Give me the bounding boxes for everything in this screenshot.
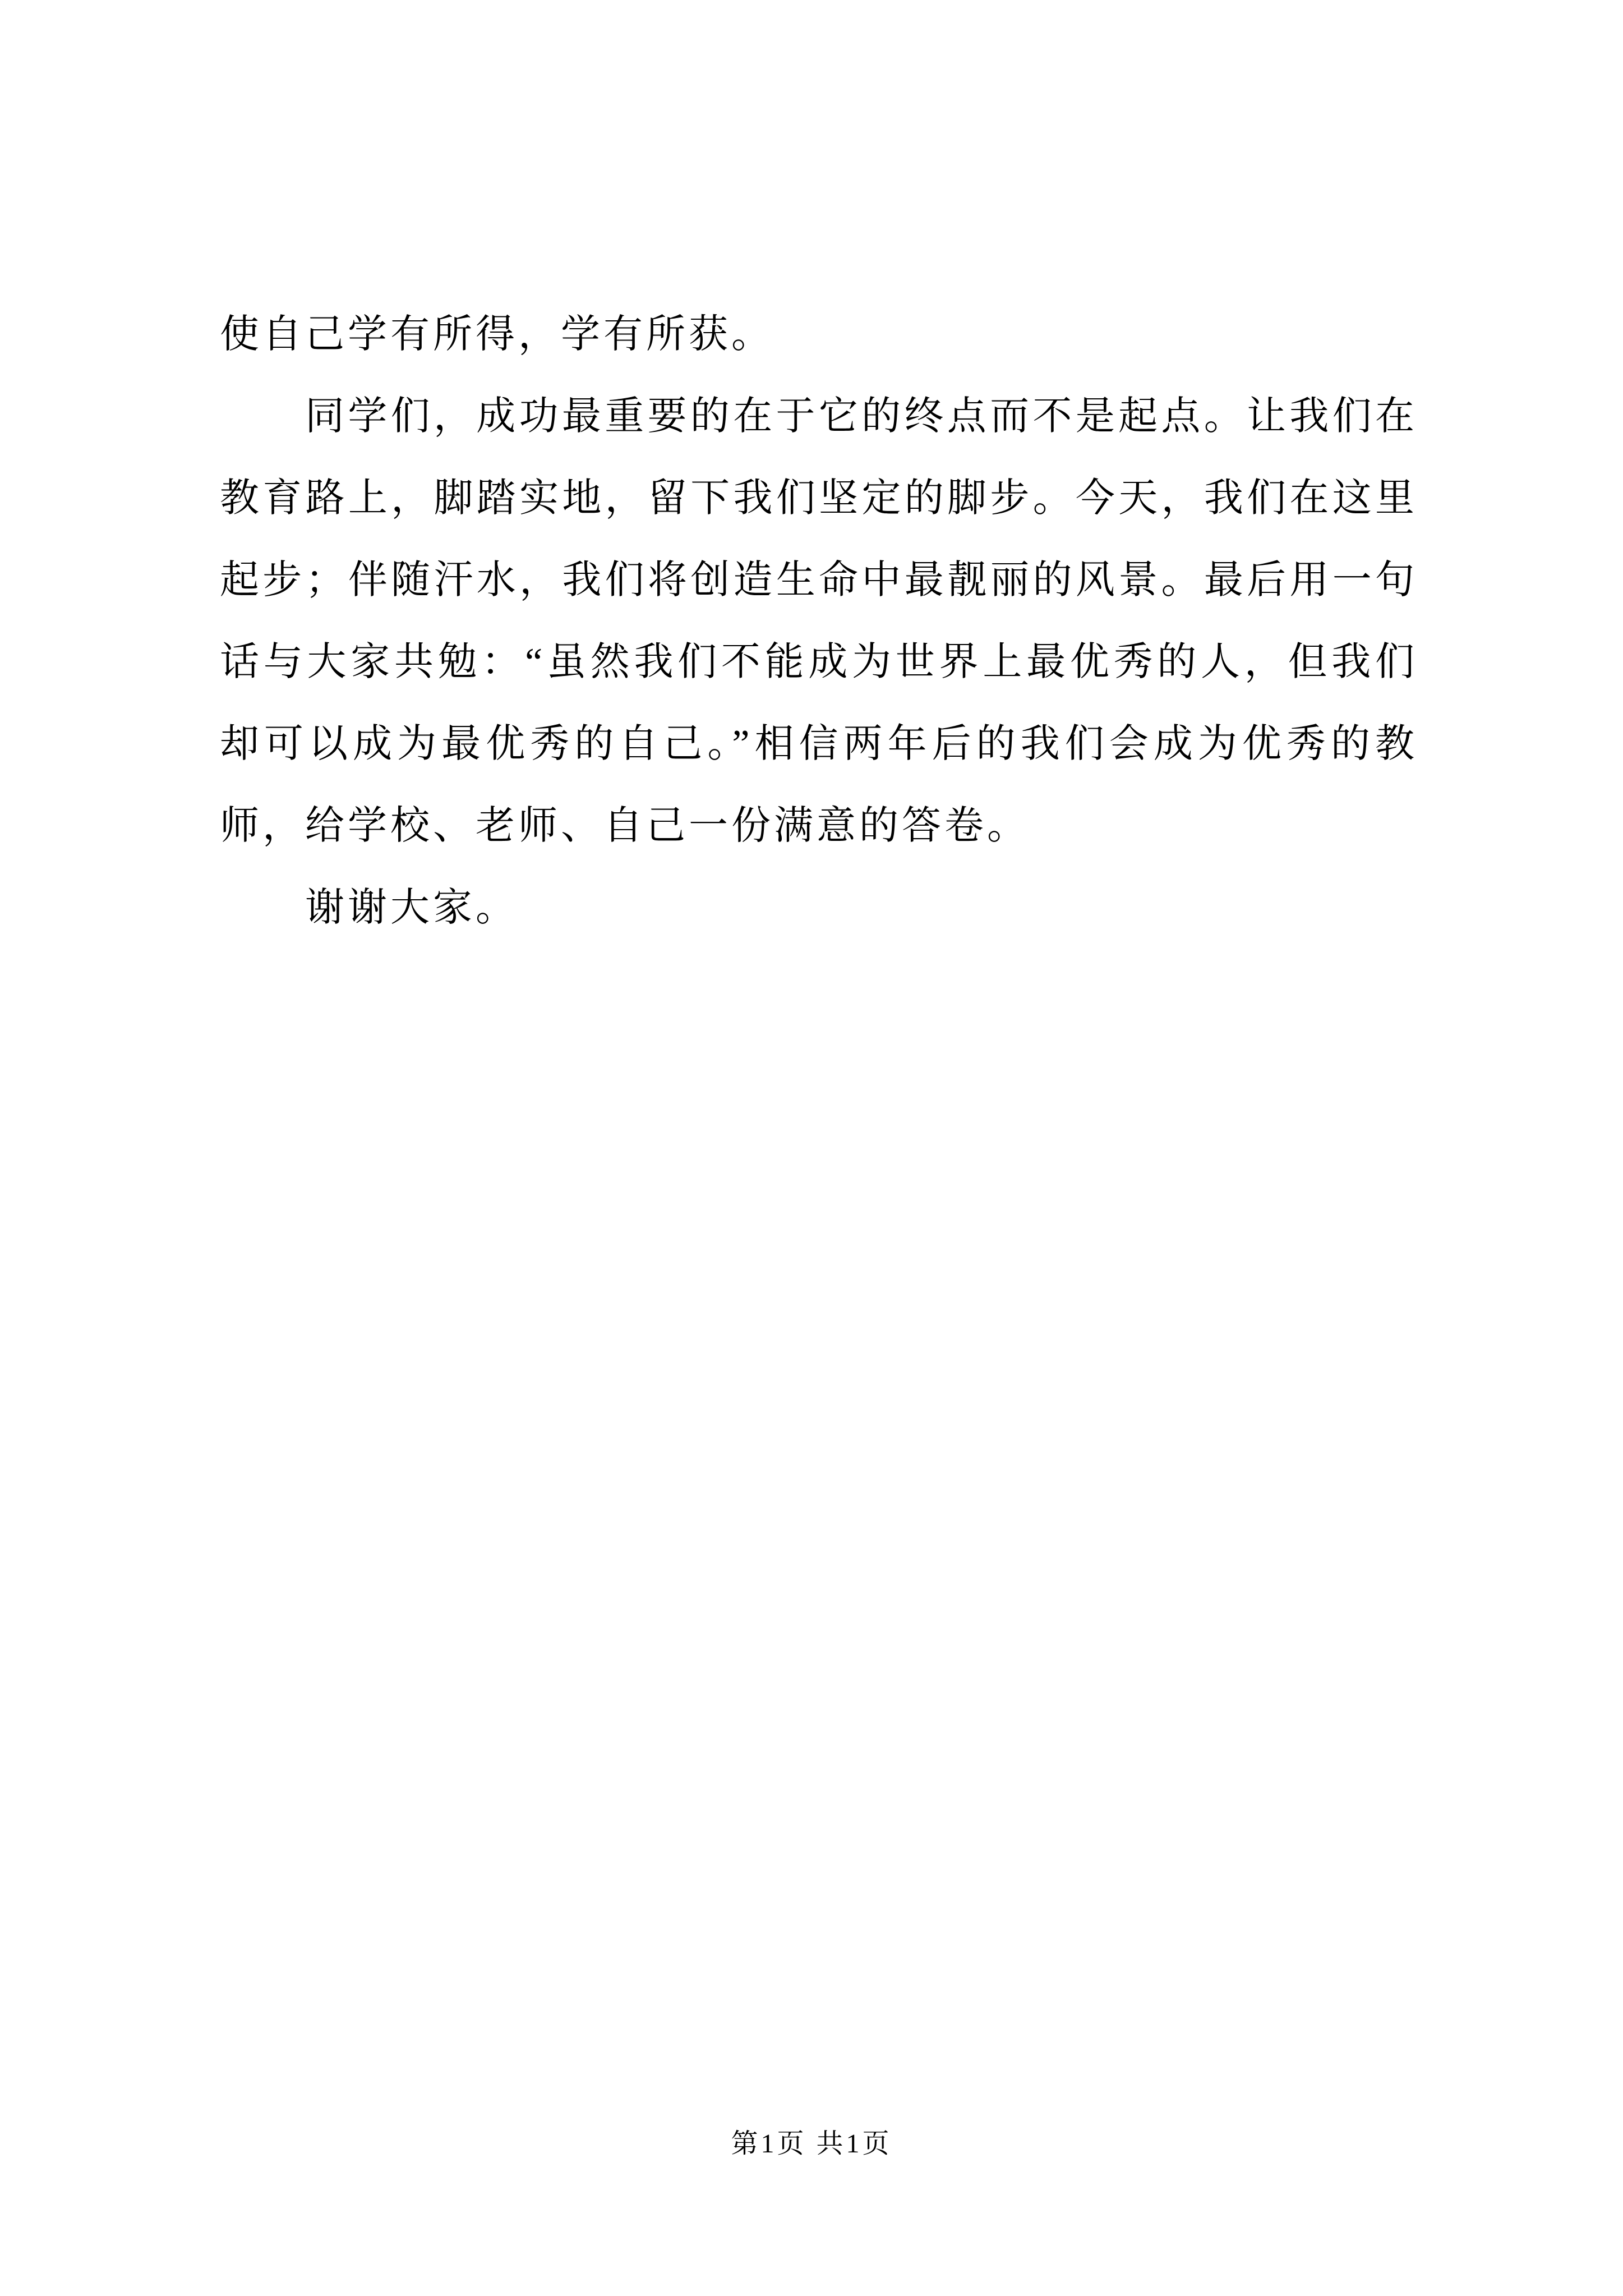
body-text-line: 教育路上，脚踏实地，留下我们坚定的脚步。今天，我们在这里 bbox=[220, 477, 1418, 520]
document-body bbox=[220, 294, 1418, 949]
body-text-line: 却可以成为最优秀的自己。”相信两年后的我们会成为优秀的教 bbox=[220, 723, 1418, 766]
body-text-line: 谢谢大家。 bbox=[305, 886, 518, 930]
page-number-footer: 第1页 共1页 bbox=[731, 2129, 892, 2159]
body-text-line: 话与大家共勉：“虽然我们不能成为世界上最优秀的人，但我们 bbox=[220, 641, 1418, 684]
body-text-line: 起步；伴随汗水，我们将创造生命中最靓丽的风景。最后用一句 bbox=[220, 559, 1418, 602]
body-text-line: 使自己学有所得，学有所获。 bbox=[220, 313, 774, 356]
body-text-line: 师，给学校、老师、自己一份满意的答卷。 bbox=[220, 804, 1030, 848]
body-text-line: 同学们，成功最重要的在于它的终点而不是起点。让我们在 bbox=[305, 395, 1418, 438]
